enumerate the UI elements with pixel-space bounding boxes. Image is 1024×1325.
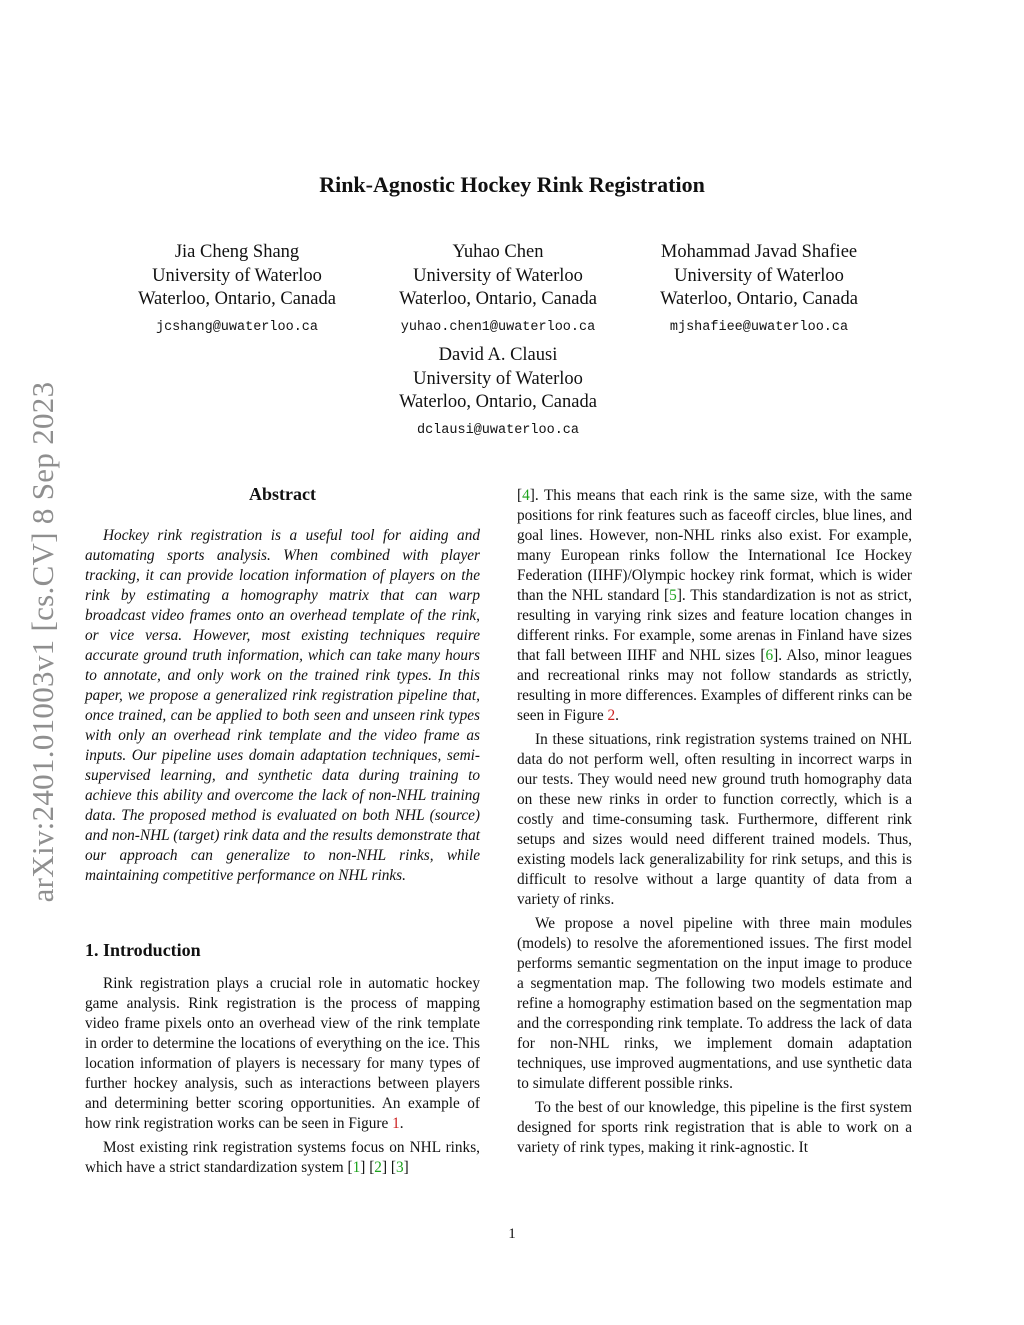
arxiv-identifier: arXiv:2401.01003v1 [cs.CV] 8 Sep 2023 xyxy=(25,381,60,903)
author-email[interactable]: dclausi@uwaterloo.ca xyxy=(416,422,580,438)
author-block-chen xyxy=(368,241,628,339)
author-affiliation: University of Waterloo xyxy=(152,265,322,286)
author-block-clausi xyxy=(368,344,628,442)
author-name: Yuhao Chen xyxy=(452,242,544,262)
author-name: David A. Clausi xyxy=(438,345,558,365)
author-affiliation: University of Waterloo xyxy=(413,265,583,286)
figure-2-link[interactable]: 2 xyxy=(607,707,616,724)
right-paragraph-4: To the best of our knowledge, this pipeline is the first system designed for sports rink registration that is able to work on a variety of rink types, making it rink-agnostic. It xyxy=(517,1099,912,1156)
intro-paragraph-2: Most existing rink registration systems focus on NHL rinks, which have a strict standardization system [1] [2] [3] xyxy=(85,1139,480,1176)
author-location: Waterloo, Ontario, Canada xyxy=(399,392,597,412)
author-name: Jia Cheng Shang xyxy=(174,242,300,262)
abstract-heading: Abstract xyxy=(249,484,316,504)
author-location: Waterloo, Ontario, Canada xyxy=(660,289,858,309)
paper-title: Rink-Agnostic Hockey Rink Registration xyxy=(319,172,705,197)
author-name: Mohammad Javad Shafiee xyxy=(660,242,858,262)
author-email[interactable]: jcshang@uwaterloo.ca xyxy=(155,319,319,335)
author-location: Waterloo, Ontario, Canada xyxy=(138,289,336,309)
citation-3-link[interactable]: 3 xyxy=(395,1159,404,1176)
right-column-body xyxy=(517,486,912,1158)
author-affiliation: University of Waterloo xyxy=(413,368,583,389)
arxiv-side-stamp xyxy=(18,352,68,932)
citation-4-link[interactable]: 4 xyxy=(522,487,530,504)
author-block-shafiee xyxy=(629,241,889,339)
author-email[interactable]: mjshafiee@uwaterloo.ca xyxy=(669,319,849,335)
citation-5-link[interactable]: 5 xyxy=(669,587,677,604)
author-affiliation: University of Waterloo xyxy=(674,265,844,286)
author-email[interactable]: yuhao.chen1@uwaterloo.ca xyxy=(400,319,596,335)
right-paragraph-1: [4]. This means that each rink is the same size, with the same positions for rink features such as faceoff circles, blue lines, and goal lines. However, non-NHL rinks also exist. For example, many European rinks follow the International Ice Hockey Federation (IIHF)/Olympic hockey rink format, which is wider than the NHL standard [5]. This standardization is not as strict, resulting in varying rink sizes and feature location changes in different rinks. For example, some arenas in Finland have sizes that fall between IIHF and NHL sizes [6]. Also, minor leagues and recreational rinks may not follow standards as strictly, resulting in more differences. Examples of different rinks can be seen in Figure 2. xyxy=(517,487,913,724)
citation-6-link[interactable]: 6 xyxy=(765,647,774,664)
right-paragraph-3: We propose a novel pipeline with three main modules (models) to resolve the aforementioned issues. The first model performs semantic segmentation on the input image to produce a segmentation map. The following two models estimate and refine a homography estimation based on the segmentation map and the corresponding rink template. To address the lack of data for non-NHL rinks, we implement domain adaptation techniques, use improved augmentations, and use synthetic data to simulate different possible rinks. xyxy=(517,915,912,1092)
citation-2-link[interactable]: 2 xyxy=(374,1159,382,1176)
abstract-text: Hockey rink registration is a useful tool for aiding and automating sports analysis. When combined with player tracking, it can provide location information of players on the rink by estimating a homography matrix that can warp broadcast video frames onto an overhead template of the rink, or vice versa. However, most existing techniques require accurate ground truth information, which can take many hours to annotate, and only work on the trained rink types. In this paper, we propose a generalized rink registration pipeline that, once trained, can be applied to both seen and unseen rink types with only an overhead rink template and the video frame as inputs. Our pipeline uses domain adaptation techniques, semi-supervised learning, and synthetic data during training to achieve this ability and overcome the lack of non-NHL training data. The proposed method is evaluated on both NHL (source) and non-NHL (target) rink data and the results demonstrate that our approach can generalize to non-NHL rinks, while maintaining competitive performance on NHL rinks. xyxy=(85,527,480,884)
page-number: 1 xyxy=(508,1226,516,1242)
introduction-body xyxy=(85,974,480,1178)
intro-paragraph-1: Rink registration plays a crucial role in automatic hockey game analysis. Rink registration is the process of mapping video frame pixels onto an overhead view of the rink template in order to determine the locations of everything on the ice. This location information of players is necessary for many types of further hockey analysis, such as interactions between players and determining better scoring opportunities. An example of how rink registration works can be seen in Figure 1. xyxy=(85,975,480,1132)
right-paragraph-2: In these situations, rink registration systems trained on NHL data do not perform well, often resulting in incorrect warps in our tests. They would need new ground truth homography data on these new rinks in order to function correctly, which is a costly and time-consuming task. Furthermore, different rink setups and sizes would need different trained models. Thus, existing models lack generalizability for rink setups, and this is difficult to resolve without a large quantity of data from a variety of rinks. xyxy=(517,731,912,908)
author-block-shang xyxy=(107,241,367,339)
author-location: Waterloo, Ontario, Canada xyxy=(399,289,597,309)
introduction-heading: 1. Introduction xyxy=(85,940,201,960)
abstract-body xyxy=(85,526,480,886)
figure-1-link[interactable]: 1 xyxy=(392,1115,400,1132)
citation-1-link[interactable]: 1 xyxy=(352,1159,361,1176)
